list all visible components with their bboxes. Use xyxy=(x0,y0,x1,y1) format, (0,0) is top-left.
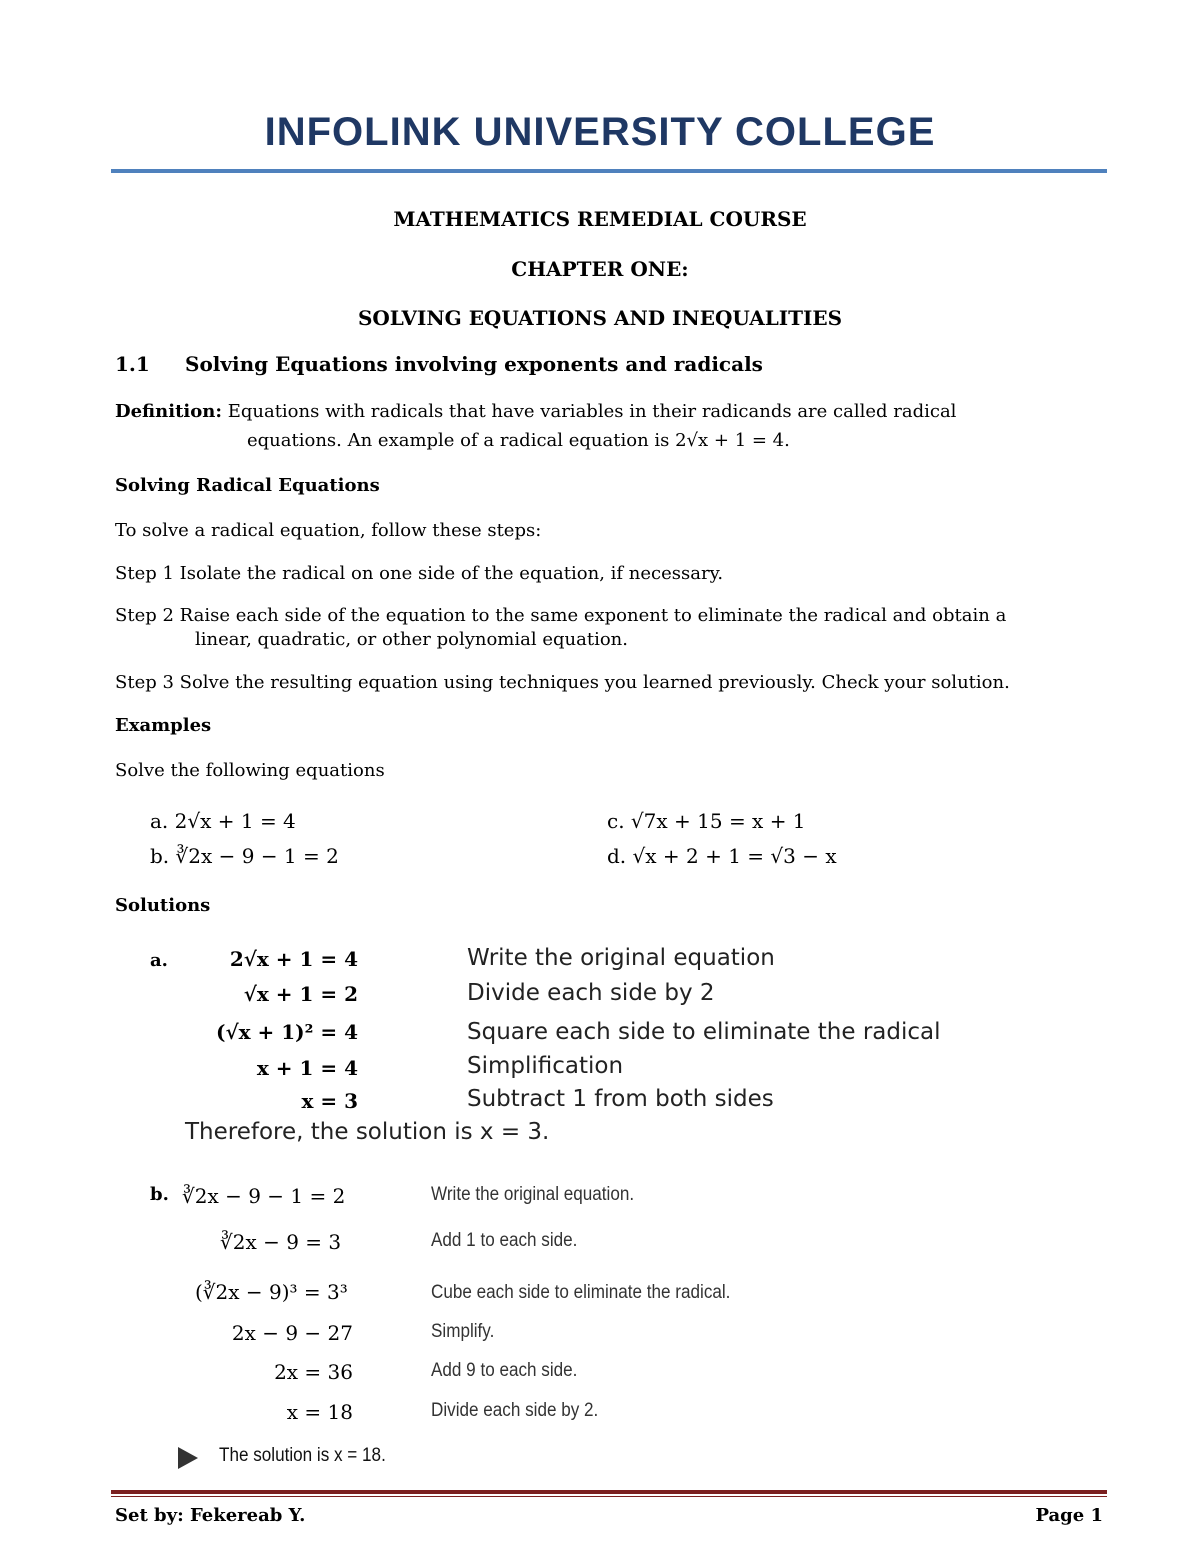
examples-instruction: Solve the following equations xyxy=(115,760,385,781)
solution-b-label: b. xyxy=(150,1184,169,1205)
header-divider xyxy=(111,169,1107,173)
footer-divider-thin xyxy=(111,1496,1107,1497)
solution-a-eq: x = 3 xyxy=(301,1089,358,1113)
example-a: a. 2√x + 1 = 4 xyxy=(150,809,296,833)
solution-b-eq: (∛2x − 9)³ = 3³ xyxy=(195,1280,348,1304)
solution-a-eq: 2√x + 1 = 4 xyxy=(229,947,358,971)
solution-b-eq: 2x = 36 xyxy=(274,1360,353,1384)
footer-author: Set by: Fekereab Y. xyxy=(115,1505,306,1526)
chapter-title: CHAPTER ONE: xyxy=(511,257,689,281)
example-c: c. √7x + 15 = x + 1 xyxy=(607,809,806,833)
triangle-arrow-icon xyxy=(178,1447,198,1469)
section-number: 1.1 xyxy=(115,352,150,376)
solution-a-note: Divide each side by 2 xyxy=(467,980,715,1006)
solution-b-note: Simplify. xyxy=(431,1321,495,1342)
solution-a-note: Simplification xyxy=(467,1053,624,1079)
solutions-heading: Solutions xyxy=(115,895,211,916)
footer-divider xyxy=(111,1490,1107,1494)
solution-a-eq: x + 1 = 4 xyxy=(256,1056,358,1080)
examples-heading: Examples xyxy=(115,715,212,736)
step-2-line2: linear, quadratic, or other polynomial equation. xyxy=(195,629,628,650)
solution-b-note: Add 1 to each side. xyxy=(431,1230,578,1251)
solution-b-note: Write the original equation. xyxy=(431,1184,635,1205)
example-d: d. √x + 2 + 1 = √3 − x xyxy=(607,844,837,868)
step-1: Step 1 Isolate the radical on one side of the equation, if necessary. xyxy=(115,563,724,584)
definition-label: Definition: xyxy=(115,401,222,422)
solving-intro: To solve a radical equation, follow these steps: xyxy=(115,520,542,541)
solution-b-conclusion: The solution is x = 18. xyxy=(219,1445,386,1466)
solution-b-eq: 2x − 9 − 27 xyxy=(231,1321,353,1345)
solution-a-eq: √x + 1 = 2 xyxy=(243,982,358,1006)
solution-a-note: Square each side to eliminate the radical xyxy=(467,1019,941,1045)
solution-b-eq: ∛2x − 9 = 3 xyxy=(220,1230,342,1254)
solution-b-eq: ∛2x − 9 − 1 = 2 xyxy=(182,1184,346,1208)
section-title: Solving Equations involving exponents and radicals xyxy=(185,352,763,376)
solution-a-eq: (√x + 1)² = 4 xyxy=(216,1020,358,1044)
footer-page-number: Page 1 xyxy=(1035,1505,1103,1526)
solution-a-conclusion: Therefore, the solution is x = 3. xyxy=(185,1119,550,1145)
step-2-line1: Step 2 Raise each side of the equation to the same exponent to eliminate the radical and obtain a xyxy=(115,605,1007,626)
course-title: MATHEMATICS REMEDIAL COURSE xyxy=(393,207,807,231)
solving-heading: Solving Radical Equations xyxy=(115,475,380,496)
example-b: b. ∛2x − 9 − 1 = 2 xyxy=(150,844,339,868)
solution-b-note: Add 9 to each side. xyxy=(431,1360,578,1381)
solution-b-note: Cube each side to eliminate the radical. xyxy=(431,1282,731,1303)
institution-title: INFOLINK UNIVERSITY COLLEGE xyxy=(264,110,936,154)
definition-text: Equations with radicals that have variables in their radicands are called radical xyxy=(227,401,957,422)
solution-a-note: Subtract 1 from both sides xyxy=(467,1086,774,1112)
section-heading xyxy=(115,352,763,376)
solution-b-note: Divide each side by 2. xyxy=(431,1400,599,1421)
solution-a-label: a. xyxy=(150,950,168,971)
solution-b-eq: x = 18 xyxy=(286,1400,353,1424)
solution-a-note: Write the original equation xyxy=(467,945,775,971)
definition-line1 xyxy=(115,401,956,422)
topic-title: SOLVING EQUATIONS AND INEQUALITIES xyxy=(357,306,843,330)
step-3: Step 3 Solve the resulting equation using techniques you learned previously. Check your solution. xyxy=(115,672,1010,693)
definition-line2: equations. An example of a radical equation is 2√x + 1 = 4. xyxy=(247,430,790,451)
